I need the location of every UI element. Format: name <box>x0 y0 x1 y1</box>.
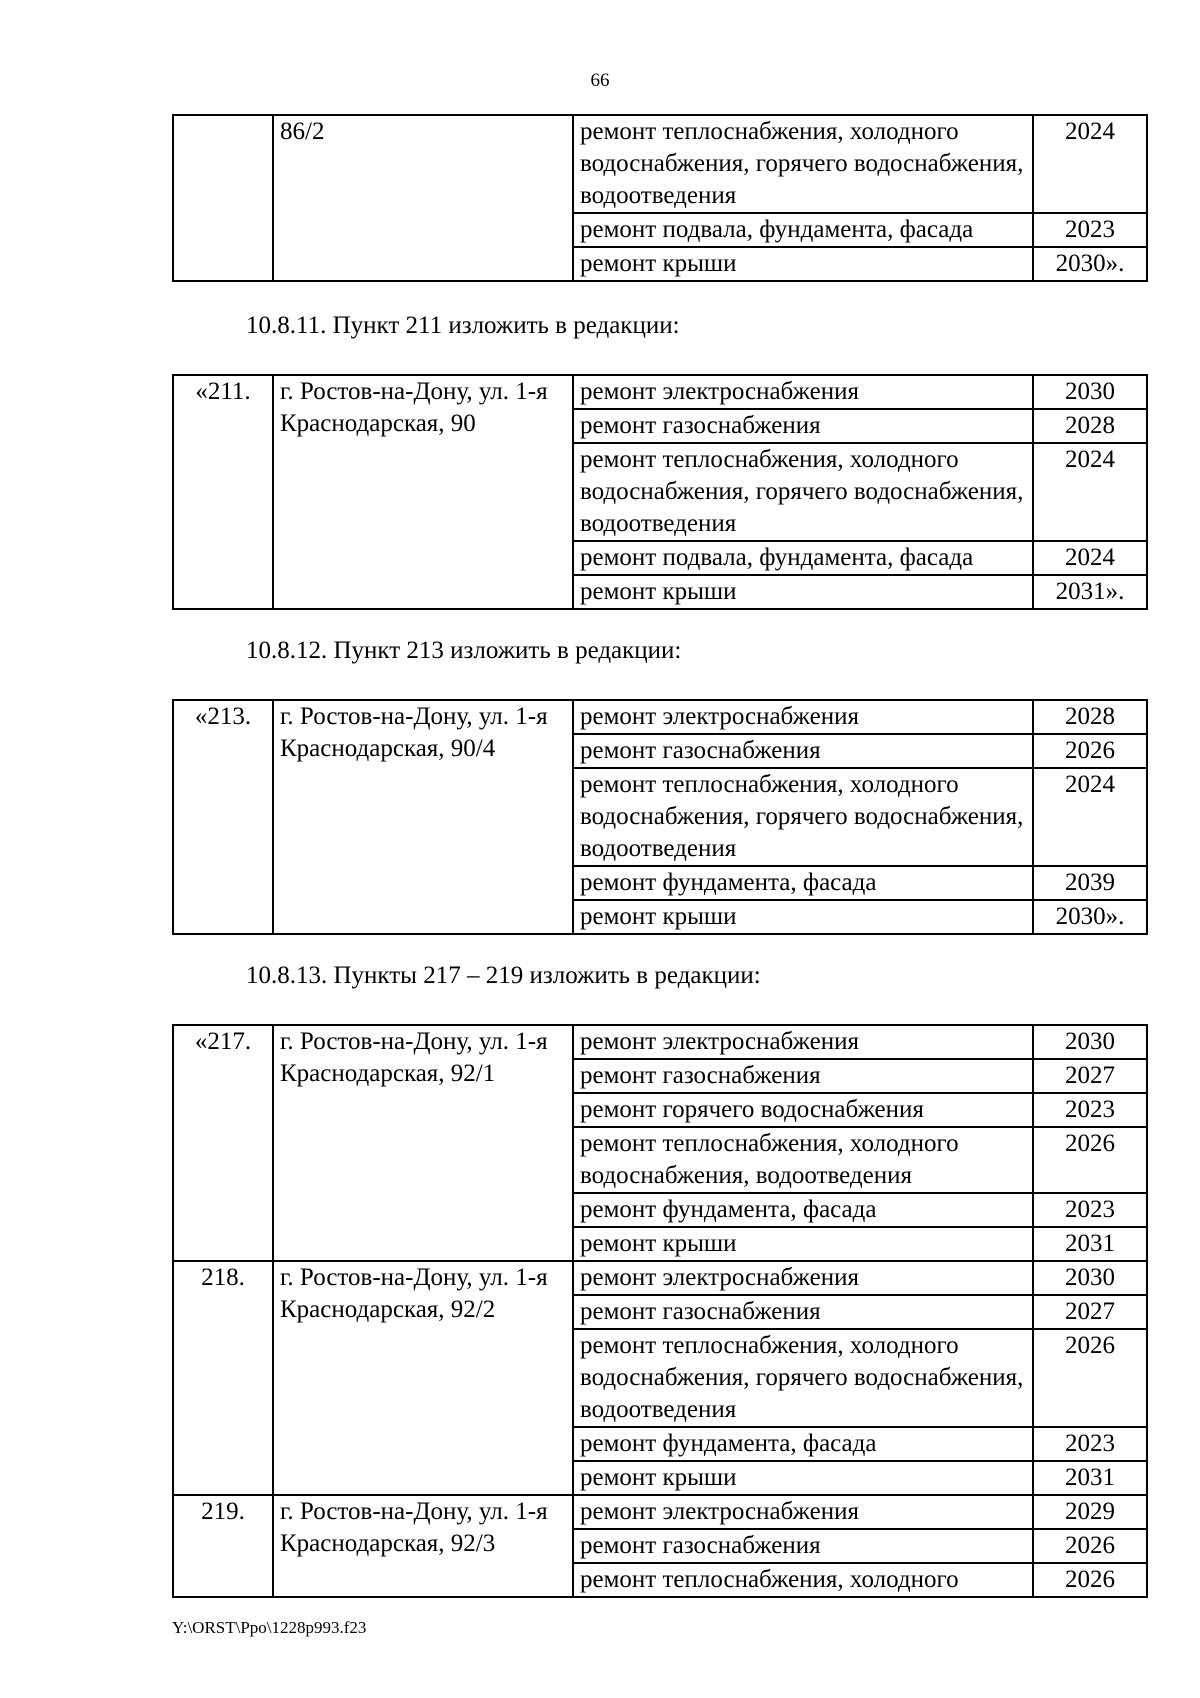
year-cell: 2031 <box>1033 1461 1147 1495</box>
item-number: «217. <box>173 1025 273 1261</box>
work-cell: ремонт крыши <box>573 900 1033 934</box>
year-cell: 2023 <box>1033 213 1147 247</box>
work-cell: ремонт газоснабжения <box>573 1529 1033 1563</box>
table-row <box>173 375 1147 409</box>
year-cell: 2028 <box>1033 409 1147 443</box>
work-cell: ремонт крыши <box>573 247 1033 281</box>
address-cell: г. Ростов-на-Дону, ул. 1-я Краснодарская, 92/1 <box>273 1025 573 1261</box>
year-cell: 2027 <box>1033 1295 1147 1329</box>
address-cell: 86/2 <box>273 115 573 281</box>
year-cell: 2026 <box>1033 1329 1147 1427</box>
year-cell: 2030». <box>1033 900 1147 934</box>
year-cell: 2023 <box>1033 1427 1147 1461</box>
work-cell: ремонт газоснабжения <box>573 1295 1033 1329</box>
work-cell: ремонт подвала, фундамента, фасада <box>573 213 1033 247</box>
address-cell: г. Ростов-на-Дону, ул. 1-я Краснодарская, 90/4 <box>273 700 573 934</box>
year-cell: 2028 <box>1033 700 1147 734</box>
table-items-217-219 <box>172 1024 1148 1598</box>
year-cell: 2026 <box>1033 1563 1147 1597</box>
year-cell: 2024 <box>1033 115 1147 213</box>
year-cell: 2039 <box>1033 866 1147 900</box>
item-number: 219. <box>173 1495 273 1597</box>
file-path-footer: Y:\ORST\Ppo\1228p993.f23 <box>172 1618 367 1637</box>
table-row <box>173 700 1147 734</box>
item-number: «213. <box>173 700 273 934</box>
year-cell: 2030». <box>1033 247 1147 281</box>
address-cell: г. Ростов-на-Дону, ул. 1-я Краснодарская, 90 <box>273 375 573 609</box>
year-cell: 2024 <box>1033 541 1147 575</box>
item-number: 218. <box>173 1261 273 1495</box>
work-cell: ремонт крыши <box>573 1227 1033 1261</box>
work-cell: ремонт электроснабжения <box>573 1495 1033 1529</box>
year-cell: 2024 <box>1033 768 1147 866</box>
year-cell: 2023 <box>1033 1093 1147 1127</box>
item-number <box>173 115 273 281</box>
work-cell: ремонт электроснабжения <box>573 1261 1033 1295</box>
address-cell: г. Ростов-на-Дону, ул. 1-я Краснодарская, 92/3 <box>273 1495 573 1597</box>
year-cell: 2026 <box>1033 1529 1147 1563</box>
work-cell: ремонт газоснабжения <box>573 1059 1033 1093</box>
year-cell: 2031 <box>1033 1227 1147 1261</box>
year-cell: 2024 <box>1033 443 1147 541</box>
work-cell: ремонт фундамента, фасада <box>573 1193 1033 1227</box>
page-number: 66 <box>590 70 610 91</box>
work-cell: ремонт теплоснабжения, холодного водоснабжения, горячего водоснабжения, водоотведения <box>573 768 1033 866</box>
table-row <box>173 1495 1147 1529</box>
work-cell: ремонт электроснабжения <box>573 1025 1033 1059</box>
table-item-213 <box>172 699 1148 935</box>
work-cell: ремонт электроснабжения <box>573 700 1033 734</box>
year-cell: 2026 <box>1033 734 1147 768</box>
section-heading: 10.8.11. Пункт 211 изложить в редакции: <box>246 312 680 339</box>
item-number: «211. <box>173 375 273 609</box>
work-cell: ремонт крыши <box>573 575 1033 609</box>
section-heading: 10.8.12. Пункт 213 изложить в редакции: <box>246 637 682 664</box>
work-cell: ремонт газоснабжения <box>573 734 1033 768</box>
work-cell: ремонт фундамента, фасада <box>573 1427 1033 1461</box>
work-cell: ремонт электроснабжения <box>573 375 1033 409</box>
year-cell: 2027 <box>1033 1059 1147 1093</box>
table-row <box>173 115 1147 213</box>
year-cell: 2029 <box>1033 1495 1147 1529</box>
work-cell: ремонт подвала, фундамента, фасада <box>573 541 1033 575</box>
year-cell: 2030 <box>1033 1025 1147 1059</box>
table-row <box>173 1261 1147 1295</box>
table-row <box>173 1025 1147 1059</box>
year-cell: 2031». <box>1033 575 1147 609</box>
year-cell: 2030 <box>1033 375 1147 409</box>
year-cell: 2030 <box>1033 1261 1147 1295</box>
work-cell: ремонт фундамента, фасада <box>573 866 1033 900</box>
work-cell: ремонт теплоснабжения, холодного водоснабжения, горячего водоснабжения, водоотведения <box>573 115 1033 213</box>
address-cell: г. Ростов-на-Дону, ул. 1-я Краснодарская, 92/2 <box>273 1261 573 1495</box>
table-item-211 <box>172 374 1148 610</box>
work-cell: ремонт теплоснабжения, холодного водоснабжения, горячего водоснабжения, водоотведения <box>573 1329 1033 1427</box>
work-cell: ремонт газоснабжения <box>573 409 1033 443</box>
year-cell: 2023 <box>1033 1193 1147 1227</box>
year-cell: 2026 <box>1033 1127 1147 1193</box>
section-heading: 10.8.13. Пункты 217 – 219 изложить в редакции: <box>246 962 761 989</box>
work-cell: ремонт горячего водоснабжения <box>573 1093 1033 1127</box>
work-cell: ремонт теплоснабжения, холодного <box>573 1563 1033 1597</box>
work-cell: ремонт крыши <box>573 1461 1033 1495</box>
work-cell: ремонт теплоснабжения, холодного водоснабжения, водоотведения <box>573 1127 1033 1193</box>
work-cell: ремонт теплоснабжения, холодного водоснабжения, горячего водоснабжения, водоотведения <box>573 443 1033 541</box>
table-continuation <box>172 114 1148 282</box>
